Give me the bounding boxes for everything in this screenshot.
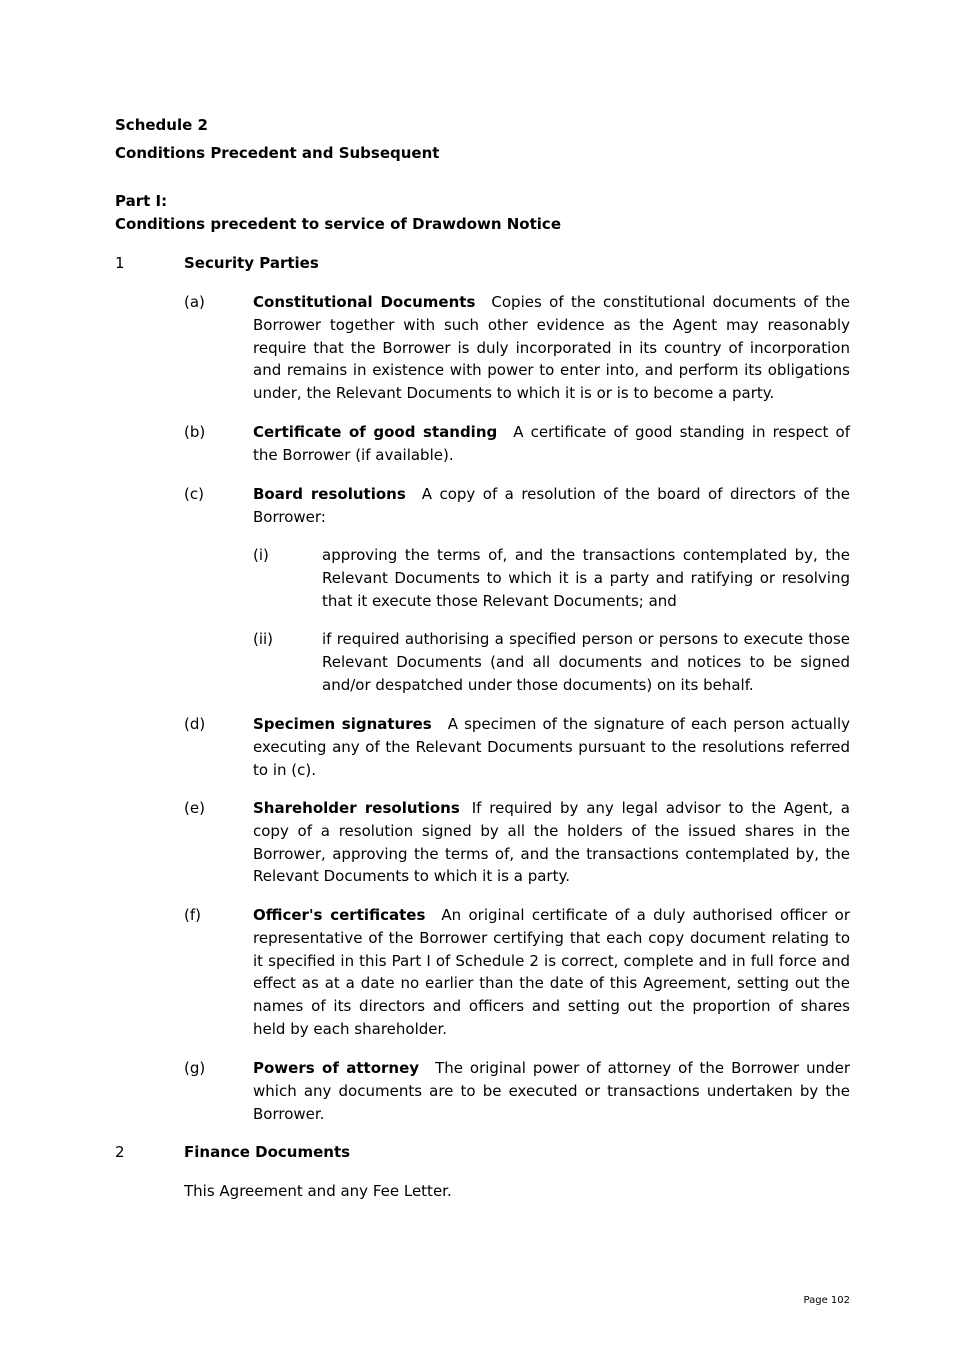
section-number: 1	[115, 254, 125, 272]
item-label: (g)	[184, 1059, 206, 1077]
schedule-title: Schedule 2	[115, 116, 208, 134]
clause-item	[253, 1057, 850, 1125]
subitem-label: (ii)	[253, 630, 274, 648]
clause-item	[253, 421, 850, 467]
item-text: The original power of attorney of the Borrower under which any documents are to be executed or transactions undertaken by the Borrower.	[253, 1059, 850, 1123]
section-title: Finance Documents	[184, 1143, 351, 1161]
section-title: Security Parties	[184, 254, 319, 272]
item-title: Board resolutions	[253, 485, 406, 503]
item-label: (f)	[184, 906, 201, 924]
subitem-label: (i)	[253, 546, 269, 564]
clause-item	[253, 797, 850, 888]
clause-item	[253, 483, 850, 529]
item-title: Certificate of good standing	[253, 423, 498, 441]
clause-item	[253, 291, 850, 405]
item-title: Specimen signatures	[253, 715, 432, 733]
part-label: Part I:	[115, 192, 168, 210]
item-title: Powers of attorney	[253, 1059, 420, 1077]
item-title: Officer's certificates	[253, 906, 426, 924]
subitem-text: approving the terms of, and the transactions contemplated by, the Relevant Documents to which it is a party and ratifying or resolving that it execute those Relevant Documents; and	[322, 546, 850, 610]
item-label: (e)	[184, 799, 205, 817]
item-title: Shareholder resolutions	[253, 799, 460, 817]
clause-item	[253, 713, 850, 781]
section-number: 2	[115, 1143, 125, 1161]
item-text: A copy of a resolution of the board of directors of the Borrower:	[253, 485, 850, 526]
clause-item	[253, 904, 850, 1041]
item-text: An original certificate of a duly authorised officer or representative of the Borrower certifying that each copy document relating to it specified in this Part I of Schedule 2 is correct, complete and in full force and effect as at a date no earlier than the date of this Agreement, setting out the names of its directors and officers and setting out the proportion of shares held by each shareholder.	[253, 906, 850, 1038]
page-number: Page 102	[803, 1295, 850, 1306]
item-label: (a)	[184, 293, 205, 311]
item-text: If required by any legal advisor to the Agent, a copy of a resolution signed by all the holders of the issued shares in the Borrower, approving the terms of, and the transactions contemplated by, the Relevant Documents to which it is a party.	[253, 799, 850, 886]
item-text: A certificate of good standing in respect of the Borrower (if available).	[253, 423, 850, 464]
item-text: A specimen of the signature of each person actually executing any of the Relevant Documents pursuant to the resolutions referred to in (c).	[253, 715, 850, 779]
item-label: (c)	[184, 485, 204, 503]
subitem-text: if required authorising a specified person or persons to execute those Relevant Documents (and all documents and notices to be signed and/or despatched under those documents) on its behalf.	[322, 630, 850, 694]
section-text: This Agreement and any Fee Letter.	[184, 1182, 452, 1200]
item-title: Constitutional Documents	[253, 293, 476, 311]
schedule-subtitle: Conditions Precedent and Subsequent	[115, 144, 440, 162]
part-title: Conditions precedent to service of Drawdown Notice	[115, 215, 561, 233]
item-label: (b)	[184, 423, 206, 441]
item-text: Copies of the constitutional documents of the Borrower together with such other evidence as the Agent may reasonably require that the Borrower is duly incorporated in its country of incorporation and remains in existence with power to enter into, and perform its obligations under, the Relevant Documents to which it is or is to become a party.	[253, 293, 850, 403]
item-label: (d)	[184, 715, 206, 733]
